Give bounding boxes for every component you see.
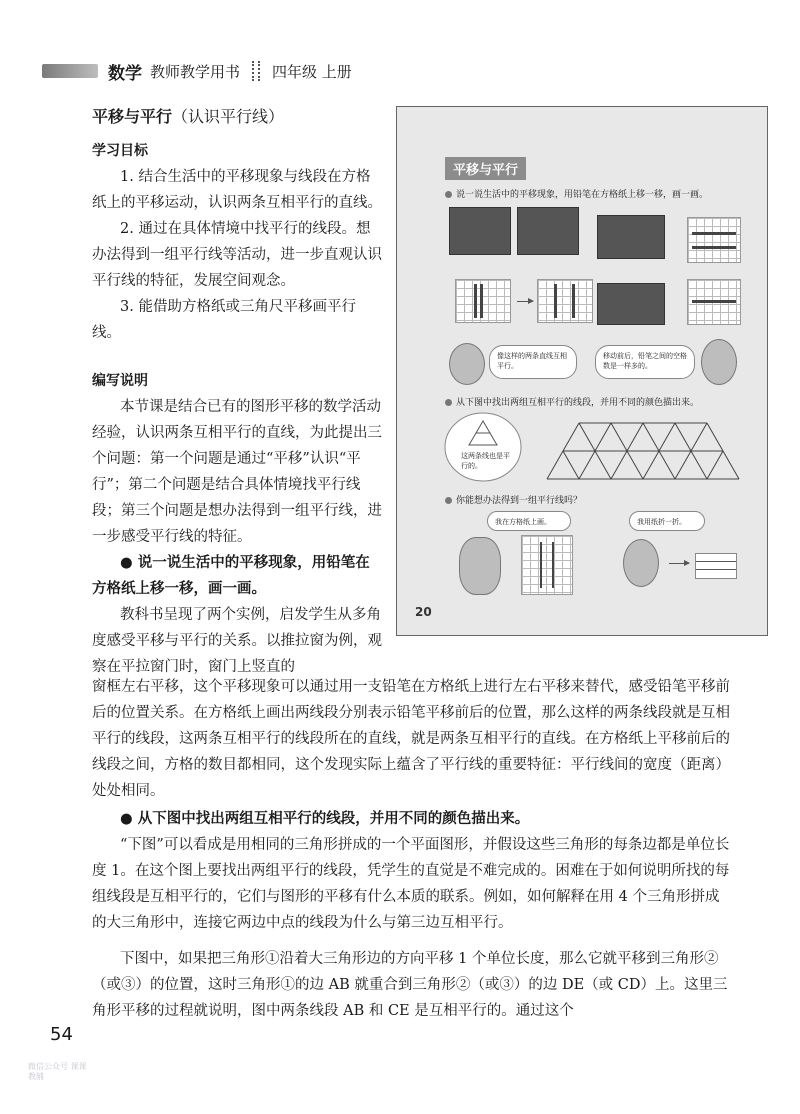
textbook-title: 平移与平行: [445, 157, 526, 180]
textbook-q2-text: 从下图中找出两组互相平行的线段，并用不同的颜色描出来。: [456, 398, 700, 408]
notes-intro: 本节课是结合已有的图形平移的数学活动经验，认识两条互相平行的直线，为此提出三个问题：第一个问题是通过“平移”认识“平行”；第二个问题是结合具体情境找平行线段；第三个问题是想办法得到一组平行线，进一步感受平行线的特征。: [92, 399, 382, 545]
bullet-icon: [445, 191, 452, 198]
q2-paragraph-2: 下图中，如果把三角形①沿着大三角形边的方向平移 1 个单位长度，那么它就平移到三角形②（或③）的位置，这时三角形①的边 AB 就重合到三角形②（或③）的边 DE（或 CD）上。这里三角形平移的过程就说明，图中两条线段 AB 和 CE 是互相平行的。通过这个: [92, 951, 728, 1019]
watermark: 微信公众号 课课教辅: [28, 1062, 87, 1081]
header-decor-bar: [42, 64, 98, 78]
q2-heading: ● 从下图中找出两组互相平行的线段，并用不同的颜色描出来。: [120, 810, 530, 827]
speech-bubble: 我在方格纸上画。: [487, 511, 571, 531]
triangle-callout-text: 这两条线也是平行的。: [461, 452, 510, 470]
textbook-page-number: 20: [415, 605, 432, 619]
triangle-tiling-figure: [443, 407, 743, 487]
speech-bubble: 移动前后，铅笔之间的空格数是一样多的。: [595, 345, 695, 379]
bullet-icon: [445, 497, 452, 504]
grid-paper: [687, 217, 741, 263]
left-text-column: [92, 104, 382, 680]
q2-paragraph: “下图”可以看成是用相同的三角形拼成的一个平面图形，并假设这些三角形的每条边都是单位长度 1。在这个图上要找出两组平行的线段，凭学生的直觉是不难完成的。困难在于如何说明所找的每组线段是互相平行的，它们与图形的平移有什么本质的联系。例如，如何解释在用 4 个三角形拼成的大三角形中，连接它两边中点的线段为什么与第三边互相平行。: [92, 837, 730, 931]
textbook-q1-text: 说一说生活中的平移现象，用铅笔在方格纸上移一移，画一画。: [456, 190, 709, 200]
lesson-title: [92, 104, 382, 130]
parallel-line: [552, 542, 554, 588]
notes-heading: 编写说明: [92, 373, 148, 389]
pencil-icon: [554, 284, 557, 318]
running-header: [108, 58, 352, 84]
objective-item: 2. 通过在具体情境中找平行的线段。想办法得到一组平行线等活动，进一步直观认识平行线的特征，发展空间观念。: [92, 221, 382, 289]
window-photo: [449, 207, 511, 255]
textbook-q1: [445, 187, 708, 200]
main-text-continued: [92, 674, 732, 1024]
pencil-icon: [474, 284, 477, 318]
girl-character: [459, 537, 501, 595]
lesson-subtitle: （认识平行线）: [172, 107, 285, 126]
objective-item: 1. 结合生活中的平移现象与线段在方格纸上的平移运动，认识两条互相平行的直线。: [92, 169, 382, 211]
parallel-line: [540, 542, 542, 588]
objectives-heading: 学习目标: [92, 143, 148, 159]
textbook-page-image: [396, 106, 768, 636]
header-subject: 数学: [108, 63, 142, 84]
boy-character: [701, 339, 737, 385]
pencil-icon: [572, 284, 575, 318]
window-photo: [517, 207, 579, 255]
bullet-icon: [445, 399, 452, 406]
lesson-title-main: 平移与平行: [92, 107, 173, 126]
grid-paper: [687, 279, 741, 325]
pencil-icon: [692, 300, 736, 303]
textbook-q3-text: 你能想办法得到一组平行线吗？: [456, 496, 583, 506]
speech-bubble: 我用纸折一折。: [629, 511, 705, 531]
scoreboard-photo: [597, 215, 665, 259]
grid-paper: [521, 535, 573, 595]
header-grade: 四年级 上册: [272, 62, 352, 81]
objective-item: 3. 能借助方格纸或三角尺平移画平行线。: [92, 299, 356, 341]
triangle-grid: [547, 423, 739, 479]
q1-paragraph-continued: 窗框左右平移，这个平移现象可以通过用一支铅笔在方格纸上进行左右平移来替代，感受铅笔平移前后的位置关系。在方格纸上画出两线段分别表示铅笔平移前后的位置，那么这样的两条线段就是互相平行的线段，这两条互相平行的线段所在的直线，就是两条互相平行的直线。在方格纸上平移前后的线段之间，方格的数目都相同，这个发现实际上蕴含了平行线的重要特征：平行线间的宽度（距离）处处相同。: [92, 679, 730, 799]
arrow-icon: [517, 301, 533, 302]
speech-bubble: 像这样的两条直线互相平行。: [489, 345, 577, 379]
boy-character: [623, 539, 659, 587]
header-separator: [252, 61, 260, 81]
pencil-icon: [692, 246, 736, 249]
grid-paper: [537, 279, 593, 323]
q1-paragraph-start: 教科书呈现了两个实例，启发学生从多角度感受平移与平行的关系。以推拉窗为例，观察在平拉窗门时，窗门上竖直的: [92, 607, 382, 675]
scoreboard-photo: [597, 283, 665, 325]
grid-paper: [455, 279, 511, 323]
pencil-icon: [480, 284, 483, 318]
page-number: 54: [50, 1024, 73, 1045]
pencil-icon: [692, 232, 736, 235]
folded-paper: [695, 553, 737, 579]
grandpa-character: [449, 343, 485, 385]
arrow-icon: [669, 563, 689, 564]
q1-heading: ● 说一说生活中的平移现象，用铅笔在方格纸上移一移，画一画。: [92, 554, 370, 597]
textbook-q3: [445, 493, 582, 506]
header-book: 教师教学用书: [150, 62, 241, 81]
